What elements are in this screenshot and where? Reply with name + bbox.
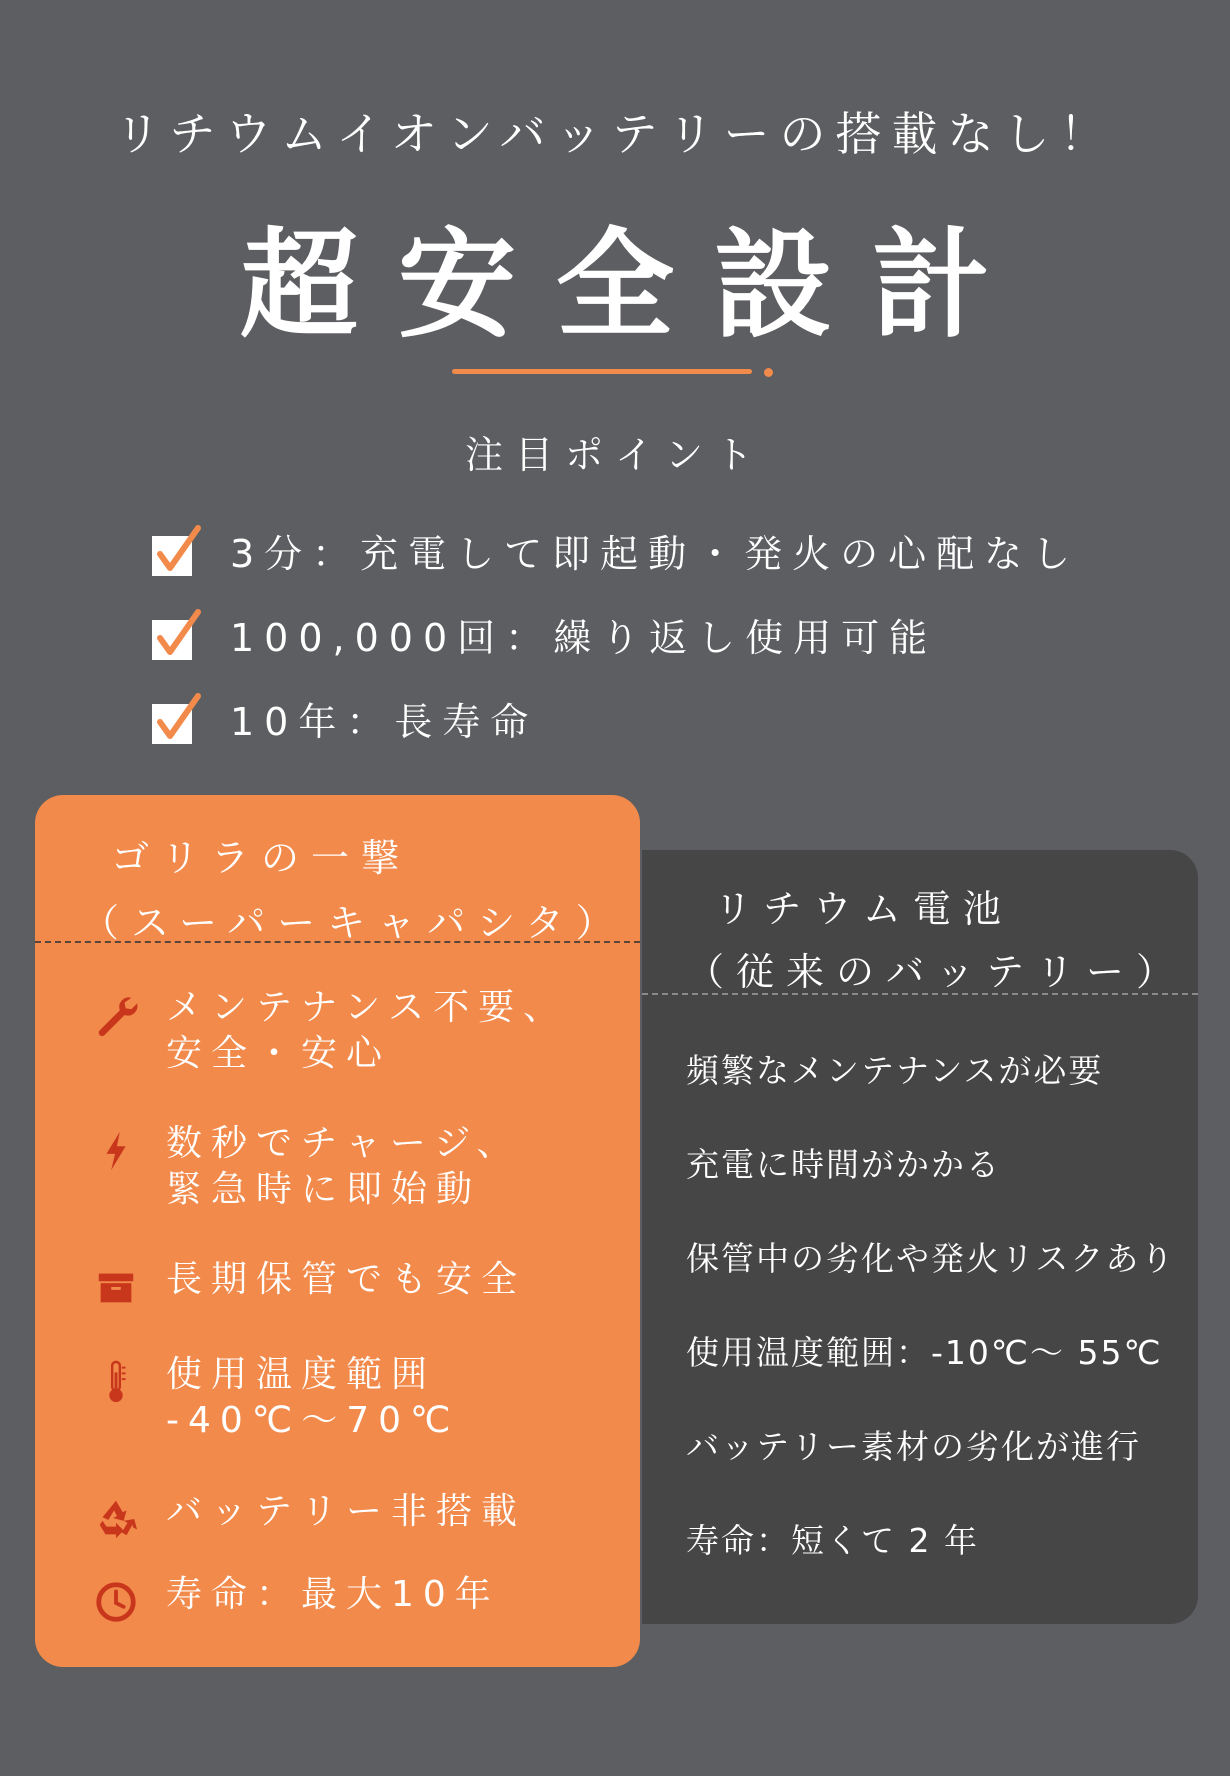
supercapacitor-card bbox=[35, 795, 640, 1667]
checkbox-checked-icon bbox=[150, 524, 196, 576]
storage-box-icon bbox=[90, 1261, 142, 1313]
hero-title: 超安全設計 bbox=[239, 216, 1030, 354]
clock-icon bbox=[90, 1576, 142, 1628]
point-item bbox=[150, 676, 1080, 760]
con-item: 使用温度範囲：-10℃～ 55℃ bbox=[686, 1333, 1163, 1372]
feature-text: バッテリー非搭載 bbox=[166, 1491, 527, 1532]
feature-item bbox=[90, 1572, 500, 1628]
point-item bbox=[150, 592, 1080, 676]
card-heading-line2: （従来のバッテリー） bbox=[686, 950, 1187, 994]
points-title: 注目ポイント bbox=[464, 433, 765, 477]
feature-text: 寿命：最大10年 bbox=[166, 1574, 500, 1615]
lithium-battery-card bbox=[642, 850, 1198, 1624]
accent-divider bbox=[452, 369, 752, 374]
feature-text: メンテナンス不要、 安全・安心 bbox=[166, 987, 569, 1074]
con-item: バッテリー素材の劣化が進行 bbox=[686, 1427, 1141, 1466]
point-text: 3分：充電して即起動・発火の心配なし bbox=[230, 531, 1081, 576]
hero-subtitle: リチウムイオンバッテリーの搭載なし！ bbox=[114, 107, 1116, 161]
feature-item bbox=[90, 1257, 526, 1313]
wrench-icon bbox=[90, 989, 142, 1041]
dashed-divider bbox=[35, 941, 640, 943]
con-item: 寿命：短くて 2 年 bbox=[686, 1521, 979, 1560]
con-item: 充電に時間がかかる bbox=[686, 1145, 1001, 1184]
thermometer-icon bbox=[90, 1356, 142, 1408]
recycle-icon bbox=[90, 1493, 142, 1545]
accent-divider-dot bbox=[764, 368, 773, 377]
points-list bbox=[150, 508, 1080, 760]
checkbox-checked-icon bbox=[150, 608, 196, 660]
card-heading bbox=[642, 878, 1198, 996]
feature-text: 使用温度範囲 -40℃～70℃ bbox=[166, 1354, 460, 1441]
checkbox-checked-icon bbox=[150, 692, 196, 744]
card-heading-line1: ゴリラの一撃 bbox=[111, 836, 412, 880]
feature-item bbox=[90, 1489, 526, 1545]
point-item bbox=[150, 508, 1080, 592]
feature-item bbox=[90, 1352, 459, 1444]
point-text: 10年：長寿命 bbox=[230, 699, 539, 744]
feature-item bbox=[90, 1121, 521, 1213]
con-item: 保管中の劣化や発火リスクあり bbox=[686, 1239, 1176, 1278]
card-heading-line1: リチウム電池 bbox=[714, 887, 1013, 931]
card-heading-line2: （スーパーキャパシタ） bbox=[81, 901, 626, 945]
feature-text: 長期保管でも安全 bbox=[166, 1259, 527, 1300]
con-item: 頻繁なメンテナンスが必要 bbox=[686, 1051, 1104, 1090]
dashed-divider bbox=[642, 993, 1198, 995]
point-text: 100,000回：繰り返し使用可能 bbox=[230, 615, 938, 660]
feature-text: 数秒でチャージ、 緊急時に即始動 bbox=[166, 1123, 522, 1210]
feature-item bbox=[90, 985, 568, 1077]
lightning-icon bbox=[90, 1125, 142, 1177]
card-heading bbox=[35, 827, 640, 947]
